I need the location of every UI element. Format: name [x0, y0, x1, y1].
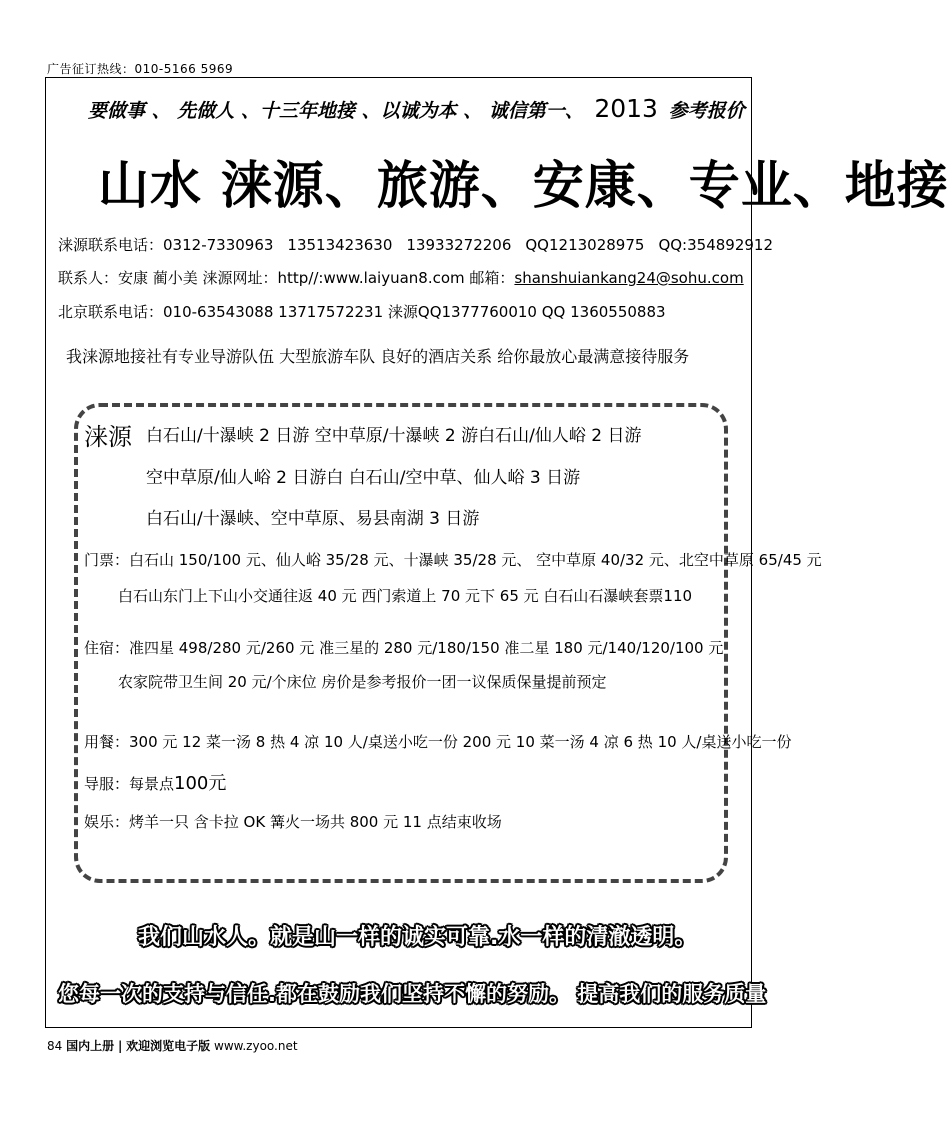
headline: 山水 涞源、旅游、安康、专业、地接 — [98, 157, 949, 216]
closing-line: 您每一次的支持与信任.都在鼓励我们坚持不懈的努励。 提高我们的服务质量 — [58, 982, 767, 1006]
hotel-line: 农家院带卫生间 20 元/个床位 房价是参考报价一团一议保质保量提前预定 — [118, 673, 607, 691]
phone-number: 0312-7330963 — [163, 236, 274, 254]
entertainment-line: 娱乐：烤羊一只 含卡拉 OK 篝火一场共 800 元 11 点结束收场 — [84, 813, 502, 831]
hotel-line: 住宿：准四星 498/280 元/260 元 准三星的 280 元/180/150 准二星 180 元/140/120/100 元 — [84, 639, 724, 657]
guide-line — [84, 769, 226, 795]
tickets-line: 白石山东门上下山小交通往返 40 元 西门索道上 70 元下 65 元 白石山石瀑峡套票110 — [118, 587, 693, 605]
meals-line: 用餐：300 元 12 菜一汤 8 热 4 凉 10 人/桌送小吃一份 200 元 10 菜一汤 4 凉 6 热 10 人/桌送小吃一份 — [84, 733, 792, 751]
section-name: 国内上册 — [66, 1039, 115, 1053]
footer-slogan: 欢迎浏览电子版 — [126, 1039, 211, 1053]
route-line: 空中草原/仙人峪 2 日游白 白石山/空中草、仙人峪 3 日游 — [146, 468, 581, 488]
closing-line: 我们山水人。就是山一样的诚实可靠.水一样的清澈透明。 — [138, 925, 697, 950]
page-number: 84 — [47, 1039, 63, 1053]
route-line: 白石山/十瀑峡、空中草原、易县南湖 3 日游 — [146, 509, 480, 529]
itinerary-box — [74, 403, 822, 883]
page-footer: 84 国内上册 | 欢迎浏览电子版 www.zyoo.net — [47, 1039, 298, 1053]
footer-url[interactable]: www.zyoo.net — [214, 1039, 298, 1053]
slogan-text: 要做事 、 先做人 、十三年地接 、以诚为本 、 诚信第一、 — [88, 100, 584, 122]
contact-line-person — [58, 267, 744, 288]
guide-label: 导服：每景点 — [84, 775, 175, 793]
contact-label: 涞源联系电话： — [58, 236, 164, 254]
qq-number: QQ:354892912 — [658, 236, 773, 254]
services-statement: 我涞源地接社有专业导游队伍 大型旅游车队 良好的酒店关系 给你最放心最满意接待服务 — [66, 347, 690, 366]
place-label: 涞源 — [84, 423, 132, 451]
ad-hotline: 广告征订热线：010-5166 5969 — [47, 62, 234, 76]
guide-price: 100元 — [174, 773, 227, 794]
qq-number: QQ1213028975 — [525, 236, 645, 254]
slogan-year: 2013 — [594, 94, 658, 123]
ad-frame — [45, 77, 949, 1028]
contact-person-website: 联系人：安康 蔺小美 涞源网址：http//:www.laiyuan8.com 邮箱： — [58, 269, 515, 287]
contact-line-beijing: 北京联系电话：010-63543088 13717572231 涞源QQ1377760010 QQ 1360550883 — [58, 303, 666, 321]
email-link[interactable]: shanshuiankang24@sohu.com — [514, 269, 744, 287]
phone-number: 13933272206 — [406, 236, 512, 254]
slogan-line — [88, 94, 745, 123]
phone-number: 13513423630 — [287, 236, 393, 254]
slogan-suffix: 参考报价 — [668, 100, 745, 122]
tickets-line: 门票：白石山 150/100 元、仙人峪 35/28 元、十瀑峡 35/28 元、 空中草原 40/32 元、北空中草原 65/45 元 — [84, 551, 822, 569]
route-line: 白石山/十瀑峡 2 日游 空中草原/十瀑峡 2 游白石山/仙人峪 2 日游 — [146, 426, 642, 446]
contact-line-laiyuan — [58, 234, 773, 255]
